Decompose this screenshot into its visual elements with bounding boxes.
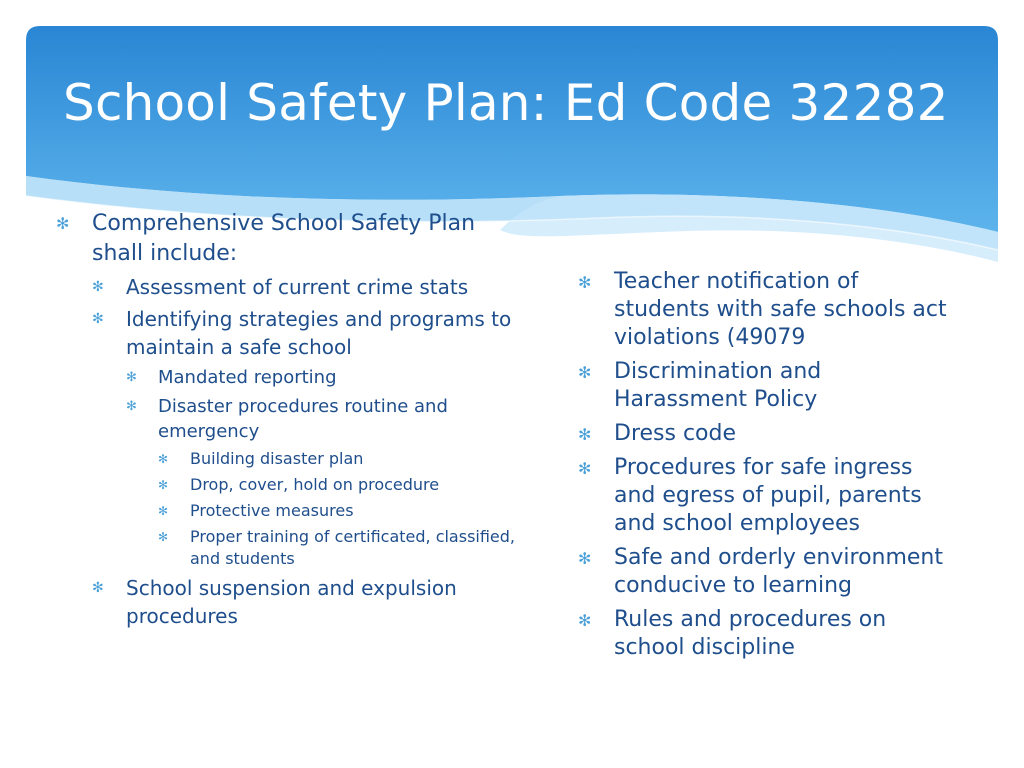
list-item [578, 358, 958, 414]
list-item [92, 273, 526, 301]
list-item-text: Dress code [614, 421, 737, 446]
list-item-text: Teacher notification of students with safe schools act violations (49079 [614, 269, 947, 350]
list-item-text: Proper training of certificated, classified, and students [190, 527, 516, 568]
list-item [578, 544, 958, 600]
list-item-text: Identifying strategies and programs to maintain a safe school [126, 307, 512, 359]
list-item [92, 574, 526, 630]
list-item-text: Building disaster plan [190, 449, 364, 468]
asterisk-bullet-icon: ✻ [126, 370, 137, 385]
asterisk-bullet-icon: ✻ [158, 478, 169, 492]
slide-title: School Safety Plan: Ed Code 32282 [63, 74, 949, 132]
asterisk-bullet-icon: ✻ [92, 279, 104, 295]
asterisk-bullet-icon: ✻ [158, 504, 169, 518]
asterisk-bullet-icon: ✻ [92, 311, 104, 327]
list-item [578, 268, 958, 352]
list-item [158, 448, 526, 470]
list-item [578, 454, 958, 538]
list-item-text: Discrimination and Harassment Policy [614, 359, 822, 412]
list-item [158, 500, 526, 522]
asterisk-bullet-icon: ✻ [126, 399, 137, 414]
left-column [56, 209, 526, 630]
asterisk-bullet-icon: ✻ [578, 273, 592, 292]
list-item [92, 305, 526, 361]
list-item [158, 526, 526, 570]
asterisk-bullet-icon: ✻ [578, 459, 592, 478]
asterisk-bullet-icon: ✻ [56, 214, 70, 233]
asterisk-bullet-icon: ✻ [578, 425, 592, 444]
list-item-text: Rules and procedures on school discipline [614, 607, 887, 660]
list-item [158, 474, 526, 496]
list-item-text: Protective measures [190, 501, 354, 520]
asterisk-bullet-icon: ✻ [158, 452, 169, 466]
list-item [126, 365, 526, 390]
asterisk-bullet-icon: ✻ [578, 549, 592, 568]
list-item [126, 394, 526, 444]
list-item [56, 209, 526, 269]
asterisk-bullet-icon: ✻ [92, 580, 104, 596]
list-item-text: School suspension and expulsion procedures [126, 576, 457, 628]
asterisk-bullet-icon: ✻ [578, 611, 592, 630]
list-item-text: Safe and orderly environment conducive to learning [614, 545, 944, 598]
list-item-text: Assessment of current crime stats [126, 275, 469, 299]
list-item-text: Drop, cover, hold on procedure [190, 475, 440, 494]
list-item [578, 420, 958, 448]
list-item [578, 606, 958, 662]
asterisk-bullet-icon: ✻ [578, 363, 592, 382]
list-item-text: Comprehensive School Safety Plan shall include: [92, 211, 476, 266]
list-item-text: Procedures for safe ingress and egress of pupil, parents and school employees [614, 455, 922, 536]
right-column [578, 268, 958, 668]
asterisk-bullet-icon: ✻ [158, 530, 169, 544]
list-item-text: Mandated reporting [158, 367, 337, 388]
list-item-text: Disaster procedures routine and emergency [158, 396, 448, 442]
